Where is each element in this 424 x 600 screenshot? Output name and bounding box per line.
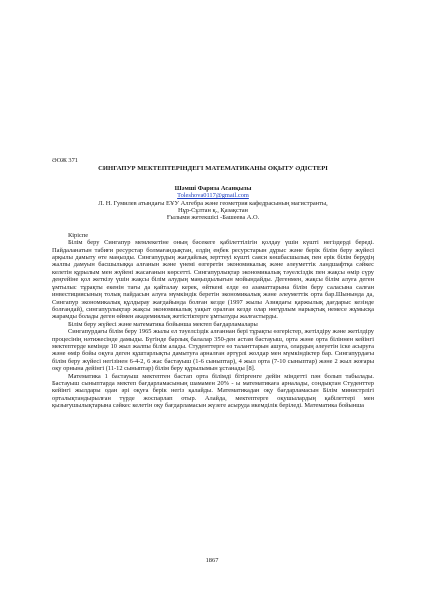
author-name: Шәмші Фариза Асанқызы	[174, 184, 252, 192]
page-number: 1867	[205, 557, 219, 564]
article-title: СИНГАПУР МЕКТЕПТЕРІНДЕГІ МАТЕМАТИКАНЫ ОҚЫТУ ӘДІСТЕРІ	[98, 165, 328, 173]
article-body	[52, 157, 374, 410]
section-heading-intro: Кіріспе	[68, 231, 89, 239]
udc-code: ӘОЖ 371	[52, 157, 78, 164]
affiliation-city: Нұр-Сұлтан қ., Қазақстан	[178, 207, 248, 215]
paragraph: Математика 1 бастауыш мектептен бастап орта білімді бітіргенге дейін міндетті пән болып табылады. Бастауыш сыныптарда мектеп бағдарламасының шамамен 20% - ы математикаға арналады, сондықтан Студенттер кейінгі жылдары одан әрі оқуға берік негіз қалайды. Математикадан оқу бағдарламасын Білім министрлігі орталықтандырылған түрде жоспарлап отыр. Алайда, мектептерге оқушылардың қабілеттері мен қызығушылықтарына сәйкес келетін оқу бағдарламасын жүзеге асыруда икемділік беріледі. Математика бойынша	[52, 372, 374, 410]
section-heading-education: Білім беру жүйесі және математика бойынша мектеп бағдарламалары	[68, 320, 258, 328]
supervisor-line: Ғылыми жетекшісі -Башеева А.О.	[166, 214, 260, 222]
affiliation-line: Л. Н. Гумилев атындағы ЕҰУ Алгебра және геометрия кафедрасының магистранты,	[98, 199, 328, 207]
paragraph: Сингапурдағы білім беру 1965 жылы ел тәуелсіздік алғаннан бері тұрақты өзгерістер, жетілдіру және жетілдіру процесінің нәтижесінде дамыды. Бүгінде барлық балалар 350-ден астам бастауыш, орта және орта біліннен кейінгі мектептерде кемінде 10 жыл жалпы білім алады. Студенттерге өз таланттарын ашуға, олардың әлеуетін іске асыруға және өмір бойы оқуға деген құштарлықты дамытуға арналған әртүрлі жолдар мен мүмкіндіктер бар. Сингапурдағы білім беру жүйесі негізінен 6-4-2, 6 жас бастауыш (1-6 сыныптар), 4 жыл орта (7-10 сыныптар) және 2 жыл жоғары оқу орнына дейінгі (11-12 сыныптар) білім беру құрылымын ұстанады [8].	[52, 328, 374, 373]
paragraph: Білім беру Сингапур мемлекетіне оның бәсекеге қабілеттілігін қолдау үшін күшті негіздерді береді. Пайдаланатын табиғи ресурстар болмағандықтан, елдің еңбек ресурстарын дұрыс және берік білім беру жүйесі арқылы дамыту өте маңызды. Сингапурдың жағдайлық зерттеуі күшті саяси көшбасшылық пен ерік білім берудің жалпы дамуын басшылыққа алғанын және үнемі өзгеретін экономикалық және әлеуметтік ландшафтқа сәйкес келетін құрылым мен жүйені жасағанын көрсетті. Сингапурлықтар экономикалық тәуелсіздік пен жақсы өмір сүру деңгейіне қол жеткізу үшін жақсы білім алудың маңыздылығын мойындайды. Дегенмен, жақсы білім алуға деген ұмтылыс тұрақты екенін тағы да қайталау керек, өйткені елде өз азаматтарына білім беру саласына салған инвестициясының толық пайдасын алуға мүмкіндік беретін экономикалық және әлеуметтік орта бар.Шынында да, Сингапур экономикалық құлдырау жағдайында болған кезде (1997 жылы Азиядағы қаржылық дағдарыс кезінде болғандай), сингапурлықтар жақсы экономикалық уақыт оралған кезде олар нөгұрлым нарықтық немесе жұмысқа жарамды болады деген өймен академиялық жетістіктерге ұмтылуды жалғастырды.	[52, 239, 374, 321]
author-email-link[interactable]: Toleshova0117@gmail.com	[177, 192, 249, 200]
